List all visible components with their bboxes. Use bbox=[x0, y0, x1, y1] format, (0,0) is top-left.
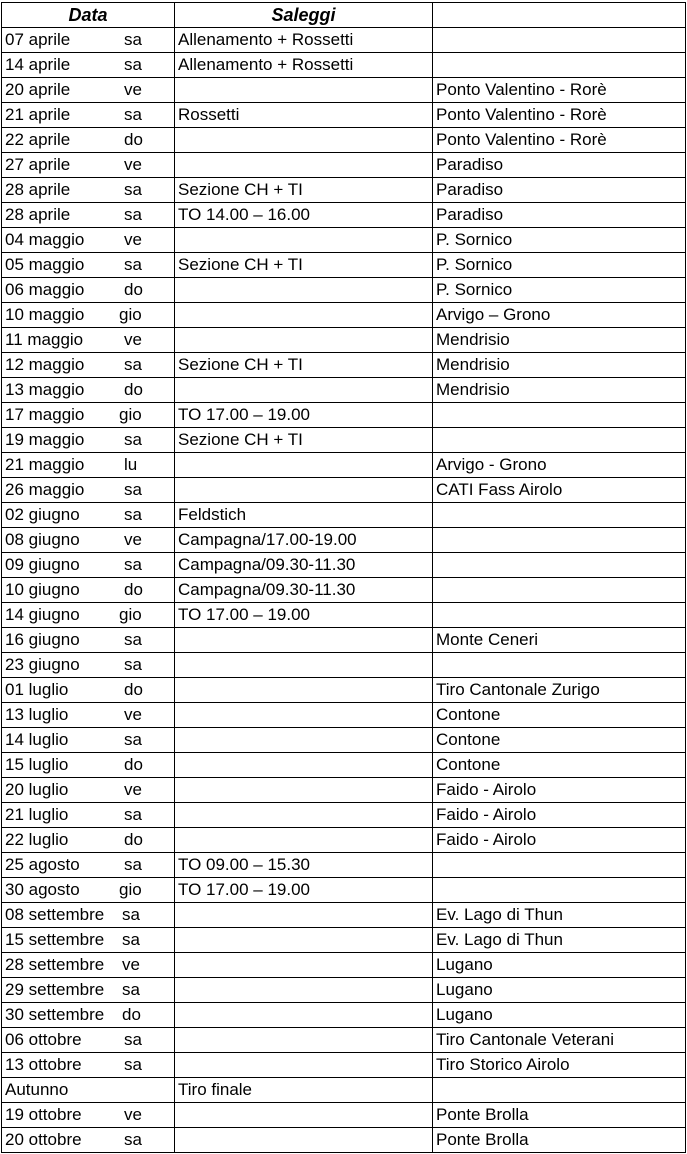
location-cell: Faido - Airolo bbox=[433, 803, 686, 828]
date-text: 02 giugno bbox=[5, 505, 80, 524]
date-cell bbox=[2, 453, 175, 478]
date-text: 12 maggio bbox=[5, 355, 85, 374]
table-row bbox=[2, 603, 686, 628]
table-row bbox=[2, 903, 686, 928]
date-text: 15 settembre bbox=[5, 930, 105, 949]
date-text: 01 luglio bbox=[5, 680, 69, 699]
location-cell: Faido - Airolo bbox=[433, 778, 686, 803]
weekday-text: sa bbox=[124, 355, 142, 374]
saleggi-cell bbox=[175, 453, 433, 478]
date-text: 22 aprile bbox=[5, 130, 71, 149]
location-cell: Lugano bbox=[433, 953, 686, 978]
table-row bbox=[2, 1028, 686, 1053]
date-text: Autunno bbox=[5, 1080, 69, 1099]
table-row bbox=[2, 1103, 686, 1128]
saleggi-cell bbox=[175, 1103, 433, 1128]
date-text: 11 maggio bbox=[5, 330, 84, 349]
saleggi-cell bbox=[175, 703, 433, 728]
saleggi-cell bbox=[175, 628, 433, 653]
saleggi-cell bbox=[175, 778, 433, 803]
weekday-text: sa bbox=[124, 555, 142, 574]
date-cell bbox=[2, 53, 175, 78]
location-cell bbox=[433, 1078, 686, 1103]
location-cell: Arvigo - Grono bbox=[433, 453, 686, 478]
date-text: 20 aprile bbox=[5, 80, 71, 99]
date-text: 21 maggio bbox=[5, 455, 85, 474]
location-cell: Monte Ceneri bbox=[433, 628, 686, 653]
date-cell bbox=[2, 1028, 175, 1053]
weekday-text: do bbox=[124, 580, 143, 599]
date-text: 09 giugno bbox=[5, 555, 80, 574]
date-cell bbox=[2, 653, 175, 678]
table-row bbox=[2, 403, 686, 428]
date-cell bbox=[2, 328, 175, 353]
date-text: 07 aprile bbox=[5, 30, 71, 49]
saleggi-cell: TO 14.00 – 16.00 bbox=[175, 203, 433, 228]
weekday-text: sa bbox=[122, 905, 140, 924]
date-cell bbox=[2, 103, 175, 128]
weekday-text: sa bbox=[124, 255, 142, 274]
saleggi-cell: Tiro finale bbox=[175, 1078, 433, 1103]
date-text: 10 maggio bbox=[5, 305, 85, 324]
table-row bbox=[2, 853, 686, 878]
weekday-text: sa bbox=[124, 1055, 142, 1074]
weekday-text: sa bbox=[124, 805, 142, 824]
weekday-text: sa bbox=[124, 855, 142, 874]
date-cell bbox=[2, 203, 175, 228]
location-cell: Mendrisio bbox=[433, 353, 686, 378]
saleggi-cell: TO 09.00 – 15.30 bbox=[175, 853, 433, 878]
location-cell: Paradiso bbox=[433, 178, 686, 203]
date-cell bbox=[2, 1053, 175, 1078]
weekday-text: sa bbox=[124, 480, 142, 499]
weekday-text: ve bbox=[124, 705, 142, 724]
weekday-text: sa bbox=[124, 180, 142, 199]
table-row bbox=[2, 628, 686, 653]
saleggi-cell: Allenamento + Rossetti bbox=[175, 28, 433, 53]
date-text: 22 luglio bbox=[5, 830, 69, 849]
weekday-text: do bbox=[124, 755, 143, 774]
date-text: 20 luglio bbox=[5, 780, 69, 799]
saleggi-cell: Campagna/09.30-11.30 bbox=[175, 578, 433, 603]
saleggi-cell bbox=[175, 728, 433, 753]
table-row bbox=[2, 928, 686, 953]
date-cell bbox=[2, 303, 175, 328]
date-text: 16 giugno bbox=[5, 630, 80, 649]
date-text: 26 maggio bbox=[5, 480, 85, 499]
date-text: 23 giugno bbox=[5, 655, 80, 674]
schedule-table bbox=[1, 2, 686, 1153]
date-cell bbox=[2, 753, 175, 778]
weekday-text: do bbox=[124, 680, 143, 699]
date-text: 15 luglio bbox=[5, 755, 69, 774]
saleggi-cell bbox=[175, 78, 433, 103]
saleggi-cell bbox=[175, 378, 433, 403]
saleggi-cell bbox=[175, 653, 433, 678]
date-text: 10 giugno bbox=[5, 580, 80, 599]
date-text: 19 maggio bbox=[5, 430, 85, 449]
date-text: 28 aprile bbox=[5, 205, 71, 224]
weekday-text: sa bbox=[124, 730, 142, 749]
weekday-text: lu bbox=[124, 455, 138, 474]
table-row bbox=[2, 153, 686, 178]
table-row bbox=[2, 653, 686, 678]
location-cell: Mendrisio bbox=[433, 328, 686, 353]
location-cell: P. Sornico bbox=[433, 253, 686, 278]
location-cell: P. Sornico bbox=[433, 228, 686, 253]
saleggi-cell: TO 17.00 – 19.00 bbox=[175, 603, 433, 628]
date-cell bbox=[2, 803, 175, 828]
date-text: 28 aprile bbox=[5, 180, 71, 199]
date-text: 25 agosto bbox=[5, 855, 80, 874]
weekday-text: sa bbox=[124, 430, 142, 449]
location-cell: Ev. Lago di Thun bbox=[433, 928, 686, 953]
date-text: 29 settembre bbox=[5, 980, 105, 999]
saleggi-cell: Campagna/09.30-11.30 bbox=[175, 553, 433, 578]
table-row bbox=[2, 203, 686, 228]
date-cell bbox=[2, 628, 175, 653]
weekday-text: gio bbox=[119, 605, 142, 624]
date-cell bbox=[2, 1003, 175, 1028]
location-cell: Faido - Airolo bbox=[433, 828, 686, 853]
saleggi-cell: Allenamento + Rossetti bbox=[175, 53, 433, 78]
location-cell: Mendrisio bbox=[433, 378, 686, 403]
date-text: 20 ottobre bbox=[5, 1130, 82, 1149]
weekday-text: do bbox=[122, 1005, 141, 1024]
date-text: 13 maggio bbox=[5, 380, 85, 399]
date-cell bbox=[2, 403, 175, 428]
weekday-text: sa bbox=[122, 930, 140, 949]
weekday-text: ve bbox=[124, 330, 142, 349]
weekday-text: sa bbox=[124, 1030, 142, 1049]
date-cell bbox=[2, 353, 175, 378]
table-row bbox=[2, 1078, 686, 1103]
date-text: 17 maggio bbox=[5, 405, 85, 424]
weekday-text: gio bbox=[119, 880, 142, 899]
saleggi-cell: TO 17.00 – 19.00 bbox=[175, 878, 433, 903]
date-text: 06 maggio bbox=[5, 280, 85, 299]
saleggi-cell: Sezione CH + TI bbox=[175, 178, 433, 203]
date-cell bbox=[2, 428, 175, 453]
header-saleggi: Saleggi bbox=[175, 3, 433, 28]
saleggi-cell bbox=[175, 303, 433, 328]
table-row bbox=[2, 578, 686, 603]
table-row bbox=[2, 803, 686, 828]
header-other bbox=[433, 3, 686, 28]
weekday-text: ve bbox=[124, 780, 142, 799]
table-row bbox=[2, 953, 686, 978]
date-text: 28 settembre bbox=[5, 955, 105, 974]
location-cell bbox=[433, 53, 686, 78]
table-row bbox=[2, 378, 686, 403]
table-row bbox=[2, 303, 686, 328]
date-text: 08 giugno bbox=[5, 530, 80, 549]
location-cell bbox=[433, 528, 686, 553]
date-cell bbox=[2, 503, 175, 528]
location-cell: Tiro Cantonale Veterani bbox=[433, 1028, 686, 1053]
location-cell: Ponto Valentino - Rorè bbox=[433, 128, 686, 153]
weekday-text: ve bbox=[124, 80, 142, 99]
location-cell bbox=[433, 28, 686, 53]
date-cell bbox=[2, 228, 175, 253]
location-cell bbox=[433, 428, 686, 453]
saleggi-cell: Campagna/17.00-19.00 bbox=[175, 528, 433, 553]
saleggi-cell bbox=[175, 828, 433, 853]
weekday-text: gio bbox=[119, 305, 142, 324]
table-row bbox=[2, 753, 686, 778]
weekday-text: sa bbox=[124, 655, 142, 674]
weekday-text: gio bbox=[119, 405, 142, 424]
location-cell bbox=[433, 578, 686, 603]
saleggi-cell bbox=[175, 753, 433, 778]
saleggi-cell bbox=[175, 678, 433, 703]
table-row bbox=[2, 1003, 686, 1028]
location-cell: Ponto Valentino - Rorè bbox=[433, 78, 686, 103]
location-cell bbox=[433, 503, 686, 528]
weekday-text: sa bbox=[124, 30, 142, 49]
table-row bbox=[2, 528, 686, 553]
location-cell bbox=[433, 853, 686, 878]
saleggi-cell: Rossetti bbox=[175, 103, 433, 128]
table-row bbox=[2, 728, 686, 753]
table-row bbox=[2, 703, 686, 728]
saleggi-cell bbox=[175, 478, 433, 503]
weekday-text: sa bbox=[124, 1130, 142, 1149]
weekday-text: sa bbox=[124, 205, 142, 224]
weekday-text: sa bbox=[124, 55, 142, 74]
saleggi-cell bbox=[175, 228, 433, 253]
location-cell: Ev. Lago di Thun bbox=[433, 903, 686, 928]
date-cell bbox=[2, 853, 175, 878]
saleggi-cell: Sezione CH + TI bbox=[175, 353, 433, 378]
weekday-text: sa bbox=[124, 505, 142, 524]
date-text: 13 ottobre bbox=[5, 1055, 82, 1074]
date-cell bbox=[2, 603, 175, 628]
date-cell bbox=[2, 1128, 175, 1153]
location-cell: P. Sornico bbox=[433, 278, 686, 303]
date-text: 30 agosto bbox=[5, 880, 80, 899]
date-text: 14 luglio bbox=[5, 730, 69, 749]
date-cell bbox=[2, 728, 175, 753]
location-cell: Lugano bbox=[433, 978, 686, 1003]
saleggi-cell bbox=[175, 1003, 433, 1028]
date-cell bbox=[2, 28, 175, 53]
location-cell: Paradiso bbox=[433, 203, 686, 228]
location-cell: CATI Fass Airolo bbox=[433, 478, 686, 503]
date-cell bbox=[2, 528, 175, 553]
location-cell: Contone bbox=[433, 753, 686, 778]
location-cell bbox=[433, 603, 686, 628]
date-cell bbox=[2, 553, 175, 578]
date-cell bbox=[2, 703, 175, 728]
table-row bbox=[2, 553, 686, 578]
weekday-text: ve bbox=[124, 230, 142, 249]
table-row bbox=[2, 978, 686, 1003]
date-cell bbox=[2, 978, 175, 1003]
date-cell bbox=[2, 153, 175, 178]
date-text: 27 aprile bbox=[5, 155, 71, 174]
date-text: 08 settembre bbox=[5, 905, 105, 924]
saleggi-cell bbox=[175, 978, 433, 1003]
date-cell bbox=[2, 678, 175, 703]
saleggi-cell bbox=[175, 153, 433, 178]
location-cell: Arvigo – Grono bbox=[433, 303, 686, 328]
date-cell bbox=[2, 828, 175, 853]
date-cell bbox=[2, 478, 175, 503]
saleggi-cell bbox=[175, 928, 433, 953]
saleggi-cell: TO 17.00 – 19.00 bbox=[175, 403, 433, 428]
date-cell bbox=[2, 178, 175, 203]
saleggi-cell bbox=[175, 903, 433, 928]
table-row bbox=[2, 103, 686, 128]
saleggi-cell bbox=[175, 1128, 433, 1153]
date-text: 19 ottobre bbox=[5, 1105, 82, 1124]
date-cell bbox=[2, 378, 175, 403]
date-cell bbox=[2, 778, 175, 803]
location-cell: Tiro Storico Airolo bbox=[433, 1053, 686, 1078]
header-row bbox=[2, 3, 686, 28]
table-row bbox=[2, 678, 686, 703]
table-row bbox=[2, 228, 686, 253]
date-cell bbox=[2, 78, 175, 103]
saleggi-cell bbox=[175, 953, 433, 978]
weekday-text: ve bbox=[124, 1105, 142, 1124]
saleggi-cell bbox=[175, 803, 433, 828]
date-text: 14 giugno bbox=[5, 605, 80, 624]
table-row bbox=[2, 328, 686, 353]
table-row bbox=[2, 78, 686, 103]
table-row bbox=[2, 428, 686, 453]
date-cell bbox=[2, 1078, 175, 1103]
table-row bbox=[2, 353, 686, 378]
location-cell: Contone bbox=[433, 703, 686, 728]
weekday-text: ve bbox=[124, 155, 142, 174]
location-cell: Contone bbox=[433, 728, 686, 753]
date-cell bbox=[2, 128, 175, 153]
weekday-text: do bbox=[124, 280, 143, 299]
table-row bbox=[2, 478, 686, 503]
table-row bbox=[2, 1128, 686, 1153]
location-cell bbox=[433, 653, 686, 678]
saleggi-cell bbox=[175, 1053, 433, 1078]
saleggi-cell: Sezione CH + TI bbox=[175, 253, 433, 278]
saleggi-cell bbox=[175, 1028, 433, 1053]
weekday-text: do bbox=[124, 830, 143, 849]
header-data: Data bbox=[2, 3, 175, 28]
weekday-text: do bbox=[124, 130, 143, 149]
table-row bbox=[2, 453, 686, 478]
weekday-text: sa bbox=[124, 630, 142, 649]
saleggi-cell: Sezione CH + TI bbox=[175, 428, 433, 453]
date-text: 06 ottobre bbox=[5, 1030, 82, 1049]
saleggi-cell: Feldstich bbox=[175, 503, 433, 528]
table-row bbox=[2, 278, 686, 303]
weekday-text: ve bbox=[124, 530, 142, 549]
date-cell bbox=[2, 253, 175, 278]
date-cell bbox=[2, 578, 175, 603]
saleggi-cell bbox=[175, 278, 433, 303]
date-text: 30 settembre bbox=[5, 1005, 105, 1024]
date-text: 13 luglio bbox=[5, 705, 69, 724]
table-row bbox=[2, 28, 686, 53]
location-cell: Lugano bbox=[433, 1003, 686, 1028]
date-text: 14 aprile bbox=[5, 55, 71, 74]
date-cell bbox=[2, 928, 175, 953]
saleggi-cell bbox=[175, 128, 433, 153]
table-row bbox=[2, 178, 686, 203]
date-text: 04 maggio bbox=[5, 230, 85, 249]
table-row bbox=[2, 53, 686, 78]
weekday-text: sa bbox=[124, 105, 142, 124]
location-cell: Ponte Brolla bbox=[433, 1103, 686, 1128]
location-cell bbox=[433, 878, 686, 903]
location-cell: Ponto Valentino - Rorè bbox=[433, 103, 686, 128]
location-cell bbox=[433, 553, 686, 578]
table-row bbox=[2, 828, 686, 853]
table-row bbox=[2, 253, 686, 278]
date-text: 21 aprile bbox=[5, 105, 71, 124]
date-text: 21 luglio bbox=[5, 805, 69, 824]
date-cell bbox=[2, 903, 175, 928]
date-cell bbox=[2, 953, 175, 978]
table-row bbox=[2, 503, 686, 528]
weekday-text: sa bbox=[122, 980, 140, 999]
location-cell: Ponte Brolla bbox=[433, 1128, 686, 1153]
table-row bbox=[2, 778, 686, 803]
date-text: 05 maggio bbox=[5, 255, 85, 274]
location-cell: Paradiso bbox=[433, 153, 686, 178]
saleggi-cell bbox=[175, 328, 433, 353]
location-cell: Tiro Cantonale Zurigo bbox=[433, 678, 686, 703]
date-cell bbox=[2, 1103, 175, 1128]
date-cell bbox=[2, 878, 175, 903]
weekday-text: ve bbox=[122, 955, 140, 974]
table-row bbox=[2, 878, 686, 903]
schedule-body bbox=[2, 28, 686, 1153]
date-cell bbox=[2, 278, 175, 303]
location-cell bbox=[433, 403, 686, 428]
table-row bbox=[2, 1053, 686, 1078]
table-row bbox=[2, 128, 686, 153]
weekday-text: do bbox=[124, 380, 143, 399]
